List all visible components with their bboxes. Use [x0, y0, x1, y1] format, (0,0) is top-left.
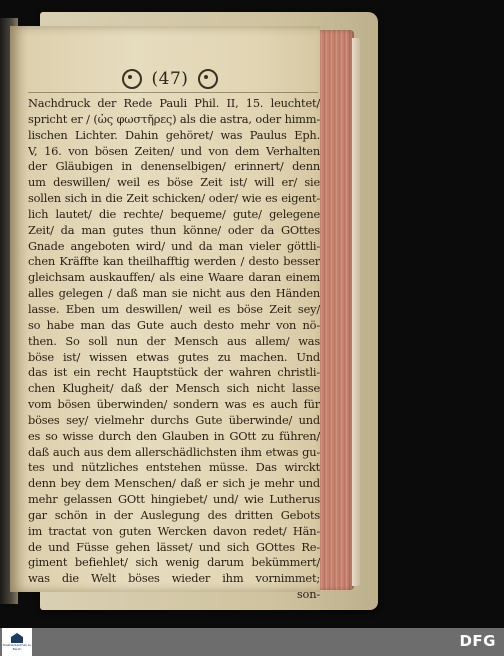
text-line: so habe man das Gute auch desto mehr von nö-: [28, 317, 320, 332]
text-line: der Gläubigen in denenselbigen/ erinnert/ denn: [28, 159, 320, 174]
text-line: was die Welt böses wieder ihm vornimmet;: [28, 571, 320, 586]
text-line: chen Kräffte kan theilhafftig werden / desto besser: [28, 254, 320, 269]
text-line: Gnade angeboten wird/ und da man vieler göttli-: [28, 238, 320, 253]
text-line: um deswillen/ weil es böse Zeit ist/ will er/ sie: [28, 175, 320, 190]
page-edges-outer: [352, 38, 360, 586]
page-number: (47): [151, 69, 189, 89]
text-line: es so wisse durch den Glauben in GOtt zu führen/: [28, 428, 320, 443]
book-page: [10, 26, 320, 602]
text-line: gleichsam auskauffen/ als eine Waare daran einem: [28, 270, 320, 285]
text-line: lich lautet/ die rechte/ bequeme/ gute/ gelegene: [28, 206, 320, 221]
dfg-logo[interactable]: DFG: [459, 632, 496, 650]
text-line: tes und nützliches entstehen müsse. Das wirckt: [28, 460, 320, 475]
page-text: [28, 96, 320, 603]
text-line: mehr gelassen GOtt hingiebet/ und/ wie Lutherus: [28, 492, 320, 507]
text-line: daß auch aus dem allerschädlichsten ihm etwas gu-: [28, 444, 320, 459]
text-line: V, 16. von bösen Zeiten/ und von dem Verhalten: [28, 143, 320, 158]
library-logo-caption: Staatsbibliothek zu Berlin: [2, 643, 32, 651]
text-line: giment befiehlet/ sich wenig darum bekümmert/: [28, 555, 320, 570]
text-line: spricht er / (ὡς φωστῆρες) als die astra, oder himm-: [28, 111, 320, 126]
text-line: then. So soll nun der Mensch aus allem/ was: [28, 333, 320, 348]
text-line: das ist ein recht Hauptstück der wahren christli-: [28, 365, 320, 380]
text-line: böse ist/ wissen etwas gutes zu machen. Und: [28, 349, 320, 364]
text-line: de und Füsse gehen lässet/ und sich GOttes Re-: [28, 539, 320, 554]
page-header: [110, 66, 230, 92]
text-line: sollen sich in die Zeit schicken/ oder/ wie es eigent-: [28, 191, 320, 206]
page-edges: [318, 30, 354, 590]
text-line: böses sey/ vielmehr durchs Gute überwinde/ und: [28, 412, 320, 427]
footer-bar: [0, 628, 504, 656]
text-line: son-: [296, 587, 320, 602]
text-line: denn bey dem Menschen/ daß er sich je mehr und: [28, 476, 320, 491]
text-line: vom bösen überwinden/ sondern was es auch für: [28, 397, 320, 412]
library-logo[interactable]: [2, 628, 32, 656]
text-line: lasse. Eben um deswillen/ weil es böse Zeit sey/: [28, 301, 320, 316]
text-line: alles gelegen / daß man sie nicht aus den Händen: [28, 286, 320, 301]
ornament-right-icon: [198, 69, 218, 89]
text-line: lischen Lichter. Dahin gehöret/ was Paulus Eph.: [28, 127, 320, 142]
text-line: chen Klugheit/ daß der Mensch sich nicht lasse: [28, 381, 320, 396]
text-line: im tractat von guten Wercken davon redet/ Hän-: [28, 523, 320, 538]
library-logo-icon: [11, 633, 23, 643]
header-rule: [28, 92, 318, 93]
text-line: gar schön in der Auslegung des dritten Gebots: [28, 507, 320, 522]
text-line: Nachdruck der Rede Pauli Phil. II, 15. leuchtet/: [28, 96, 320, 110]
text-line: Zeit/ da man gutes thun könne/ oder da GOttes: [28, 222, 320, 237]
ornament-left-icon: [122, 69, 142, 89]
